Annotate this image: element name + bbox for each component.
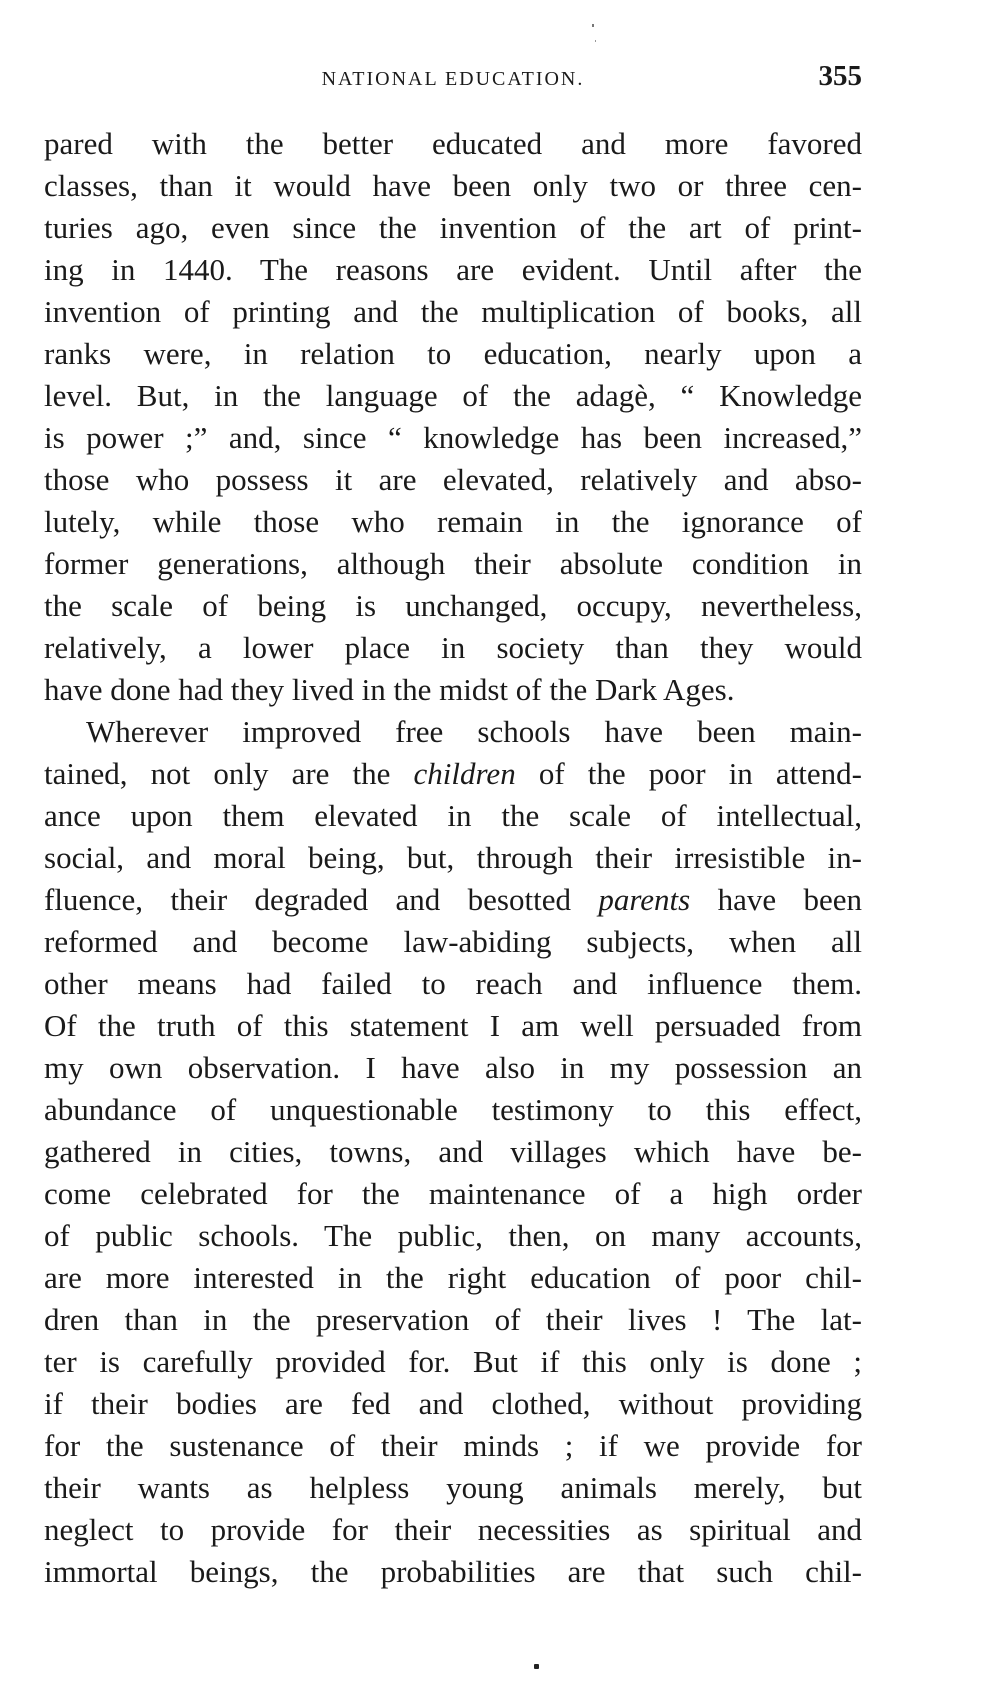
text-run: of the poor in attend-	[515, 756, 862, 791]
text-line: neglect to provide for their necessities as spiritual and	[44, 1512, 862, 1547]
text-line: the scale of being is unchanged, occupy, nevertheless,	[44, 588, 862, 623]
text-line: their wants as helpless young animals merely, but	[44, 1470, 862, 1505]
italic-word-children: children	[413, 756, 516, 791]
italic-word-parents: parents	[598, 882, 691, 917]
text-line: those who possess it are elevated, relatively and abso-	[44, 462, 862, 497]
text-line: gathered in cities, towns, and villages which have be-	[44, 1134, 862, 1169]
text-line: ranks were, in relation to education, nearly upon a	[44, 336, 862, 371]
paragraph-1	[44, 123, 862, 711]
text-line: my own observation. I have also in my possession an	[44, 1050, 862, 1085]
text-line: lutely, while those who remain in the ignorance of	[44, 504, 862, 539]
text-line: abundance of unquestionable testimony to this effect,	[44, 1092, 862, 1127]
running-head: NATIONAL EDUCATION.	[321, 68, 585, 90]
text-line: of public schools. The public, then, on many accounts,	[44, 1218, 862, 1253]
ink-speck-bottom	[534, 1664, 539, 1669]
body-text	[44, 123, 862, 1593]
text-line: for the sustenance of their minds ; if we provide for	[44, 1428, 862, 1463]
text-line: are more interested in the right education of poor chil-	[44, 1260, 862, 1295]
paragraph-2	[44, 711, 862, 1593]
text-line: come celebrated for the maintenance of a high order	[44, 1176, 862, 1211]
text-line: former generations, although their absolute condition in	[44, 546, 862, 581]
text-run: tained, not only are the	[44, 756, 414, 791]
ink-speck-top	[592, 24, 594, 27]
text-line: ance upon them elevated in the scale of intellectual,	[44, 798, 862, 833]
text-run: have been	[690, 882, 862, 917]
text-line: have done had they lived in the midst of the Dark Ages.	[44, 672, 735, 707]
text-run: fluence, their degraded and besotted	[44, 882, 599, 917]
text-line: social, and moral being, but, through their irresistible in-	[44, 840, 862, 875]
text-line: pared with the better educated and more favored	[44, 126, 862, 161]
page-header	[44, 60, 862, 100]
page-number: 355	[818, 60, 862, 92]
text-line: is power ;” and, since “ knowledge has been increased,”	[44, 420, 862, 455]
text-line: ing in 1440. The reasons are evident. Until after the	[44, 252, 862, 287]
text-line: relatively, a lower place in society than they would	[44, 630, 862, 665]
text-line: Wherever improved free schools have been main-	[86, 714, 862, 749]
text-line: other means had failed to reach and influence them.	[44, 966, 862, 1001]
text-line: Of the truth of this statement I am well persuaded from	[44, 1008, 862, 1043]
text-line: classes, than it would have been only two or three cen-	[44, 168, 862, 203]
text-line: immortal beings, the probabilities are that such chil-	[44, 1554, 862, 1589]
text-line	[44, 753, 862, 795]
text-line	[44, 879, 862, 921]
text-line: turies ago, even since the invention of the art of print-	[44, 210, 862, 245]
text-line: invention of printing and the multiplication of books, all	[44, 294, 862, 329]
ink-speck-top-small	[595, 40, 596, 42]
text-line: if their bodies are fed and clothed, without providing	[44, 1386, 862, 1421]
text-line: reformed and become law-abiding subjects, when all	[44, 924, 862, 959]
text-line: ter is carefully provided for. But if this only is done ;	[44, 1344, 862, 1379]
text-line: dren than in the preservation of their lives ! The lat-	[44, 1302, 862, 1337]
text-line: level. But, in the language of the adagè, “ Knowledge	[44, 378, 862, 413]
